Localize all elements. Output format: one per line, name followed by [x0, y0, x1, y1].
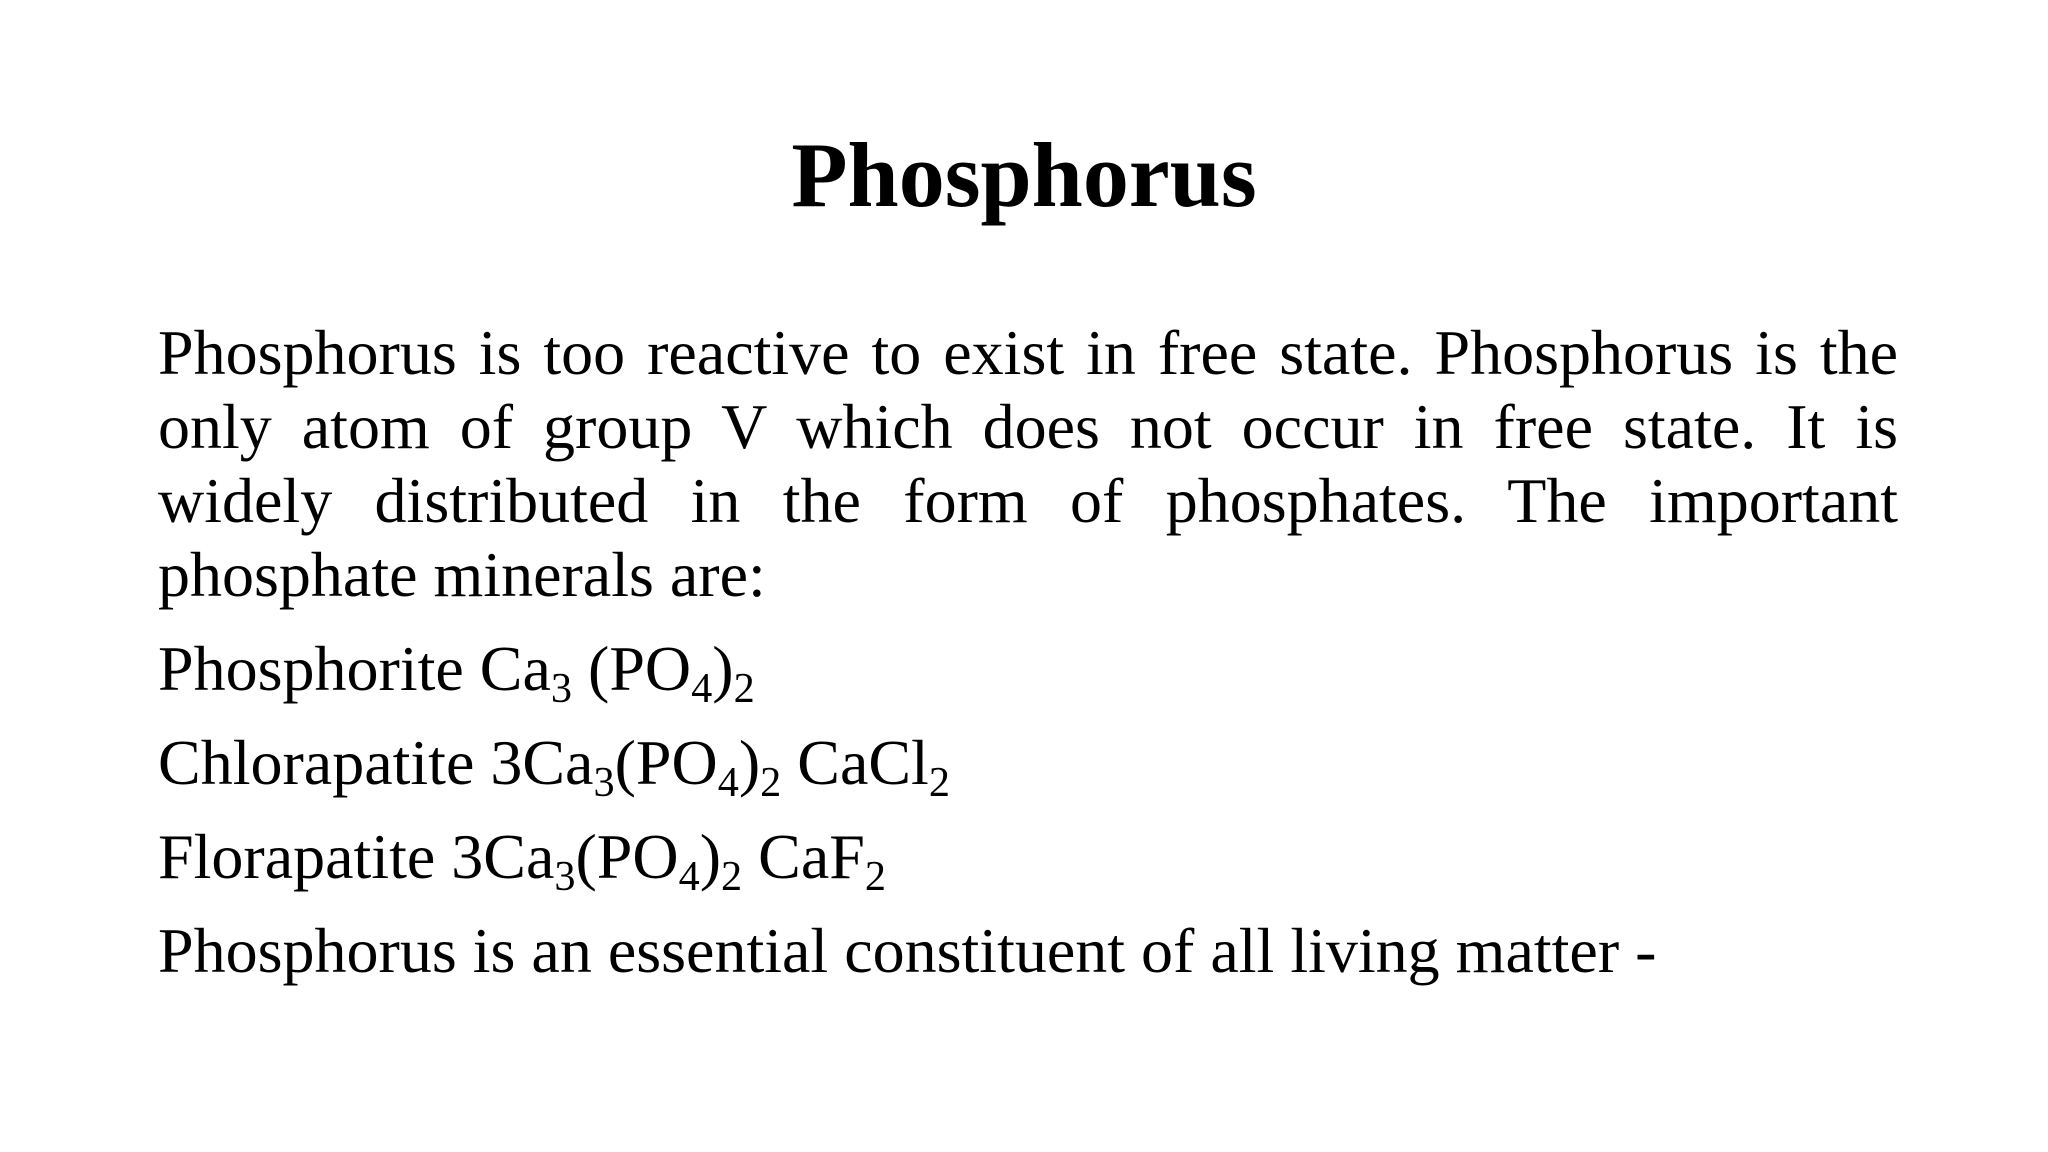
formula-subscript: 4 [678, 852, 700, 900]
slide-title: Phosphorus [791, 124, 1257, 226]
formula-part: CaF [742, 821, 865, 892]
formula-subscript: 3 [550, 664, 572, 712]
formula-subscript: 2 [733, 664, 755, 712]
formula-part: Ca [479, 633, 551, 704]
formula-subscript: 2 [721, 852, 743, 900]
formula-subscript: 2 [760, 758, 782, 806]
formula-subscript: 3 [593, 758, 615, 806]
formula-part: 3Ca [490, 727, 594, 798]
formula-part: CaCl [781, 727, 929, 798]
formula-part: ) [699, 821, 722, 892]
formula-subscript: 4 [691, 664, 713, 712]
formula-part: (PO [572, 633, 692, 704]
mineral-chlorapatite [158, 726, 1898, 806]
formula-subscript: 2 [864, 852, 886, 900]
mineral-name: Phosphorite [158, 633, 480, 704]
intro-paragraph: Phosphorus is too reactive to exist in free state. Phosphorus is the only atom of group V which does not occur in free state. It is widely distributed in the form of phosphates. The important phosphate minerals are: [158, 317, 1898, 610]
formula-part: (PO [614, 727, 718, 798]
formula-subscript: 2 [928, 758, 950, 806]
formula-subscript: 3 [554, 852, 576, 900]
formula-subscript: 4 [717, 758, 739, 806]
formula-part: 3Ca [451, 821, 555, 892]
slide-body [158, 316, 1898, 988]
mineral-florapatite [158, 820, 1898, 900]
mineral-name: Chlorapatite [158, 727, 491, 798]
formula-part: ) [738, 727, 761, 798]
formula-part: ) [712, 633, 734, 704]
closing-line: Phosphorus is an essential constituent of all living matter - [158, 915, 1657, 986]
formula-part: (PO [575, 821, 679, 892]
mineral-phosphorite [158, 632, 1898, 712]
mineral-name: Florapatite [158, 821, 452, 892]
